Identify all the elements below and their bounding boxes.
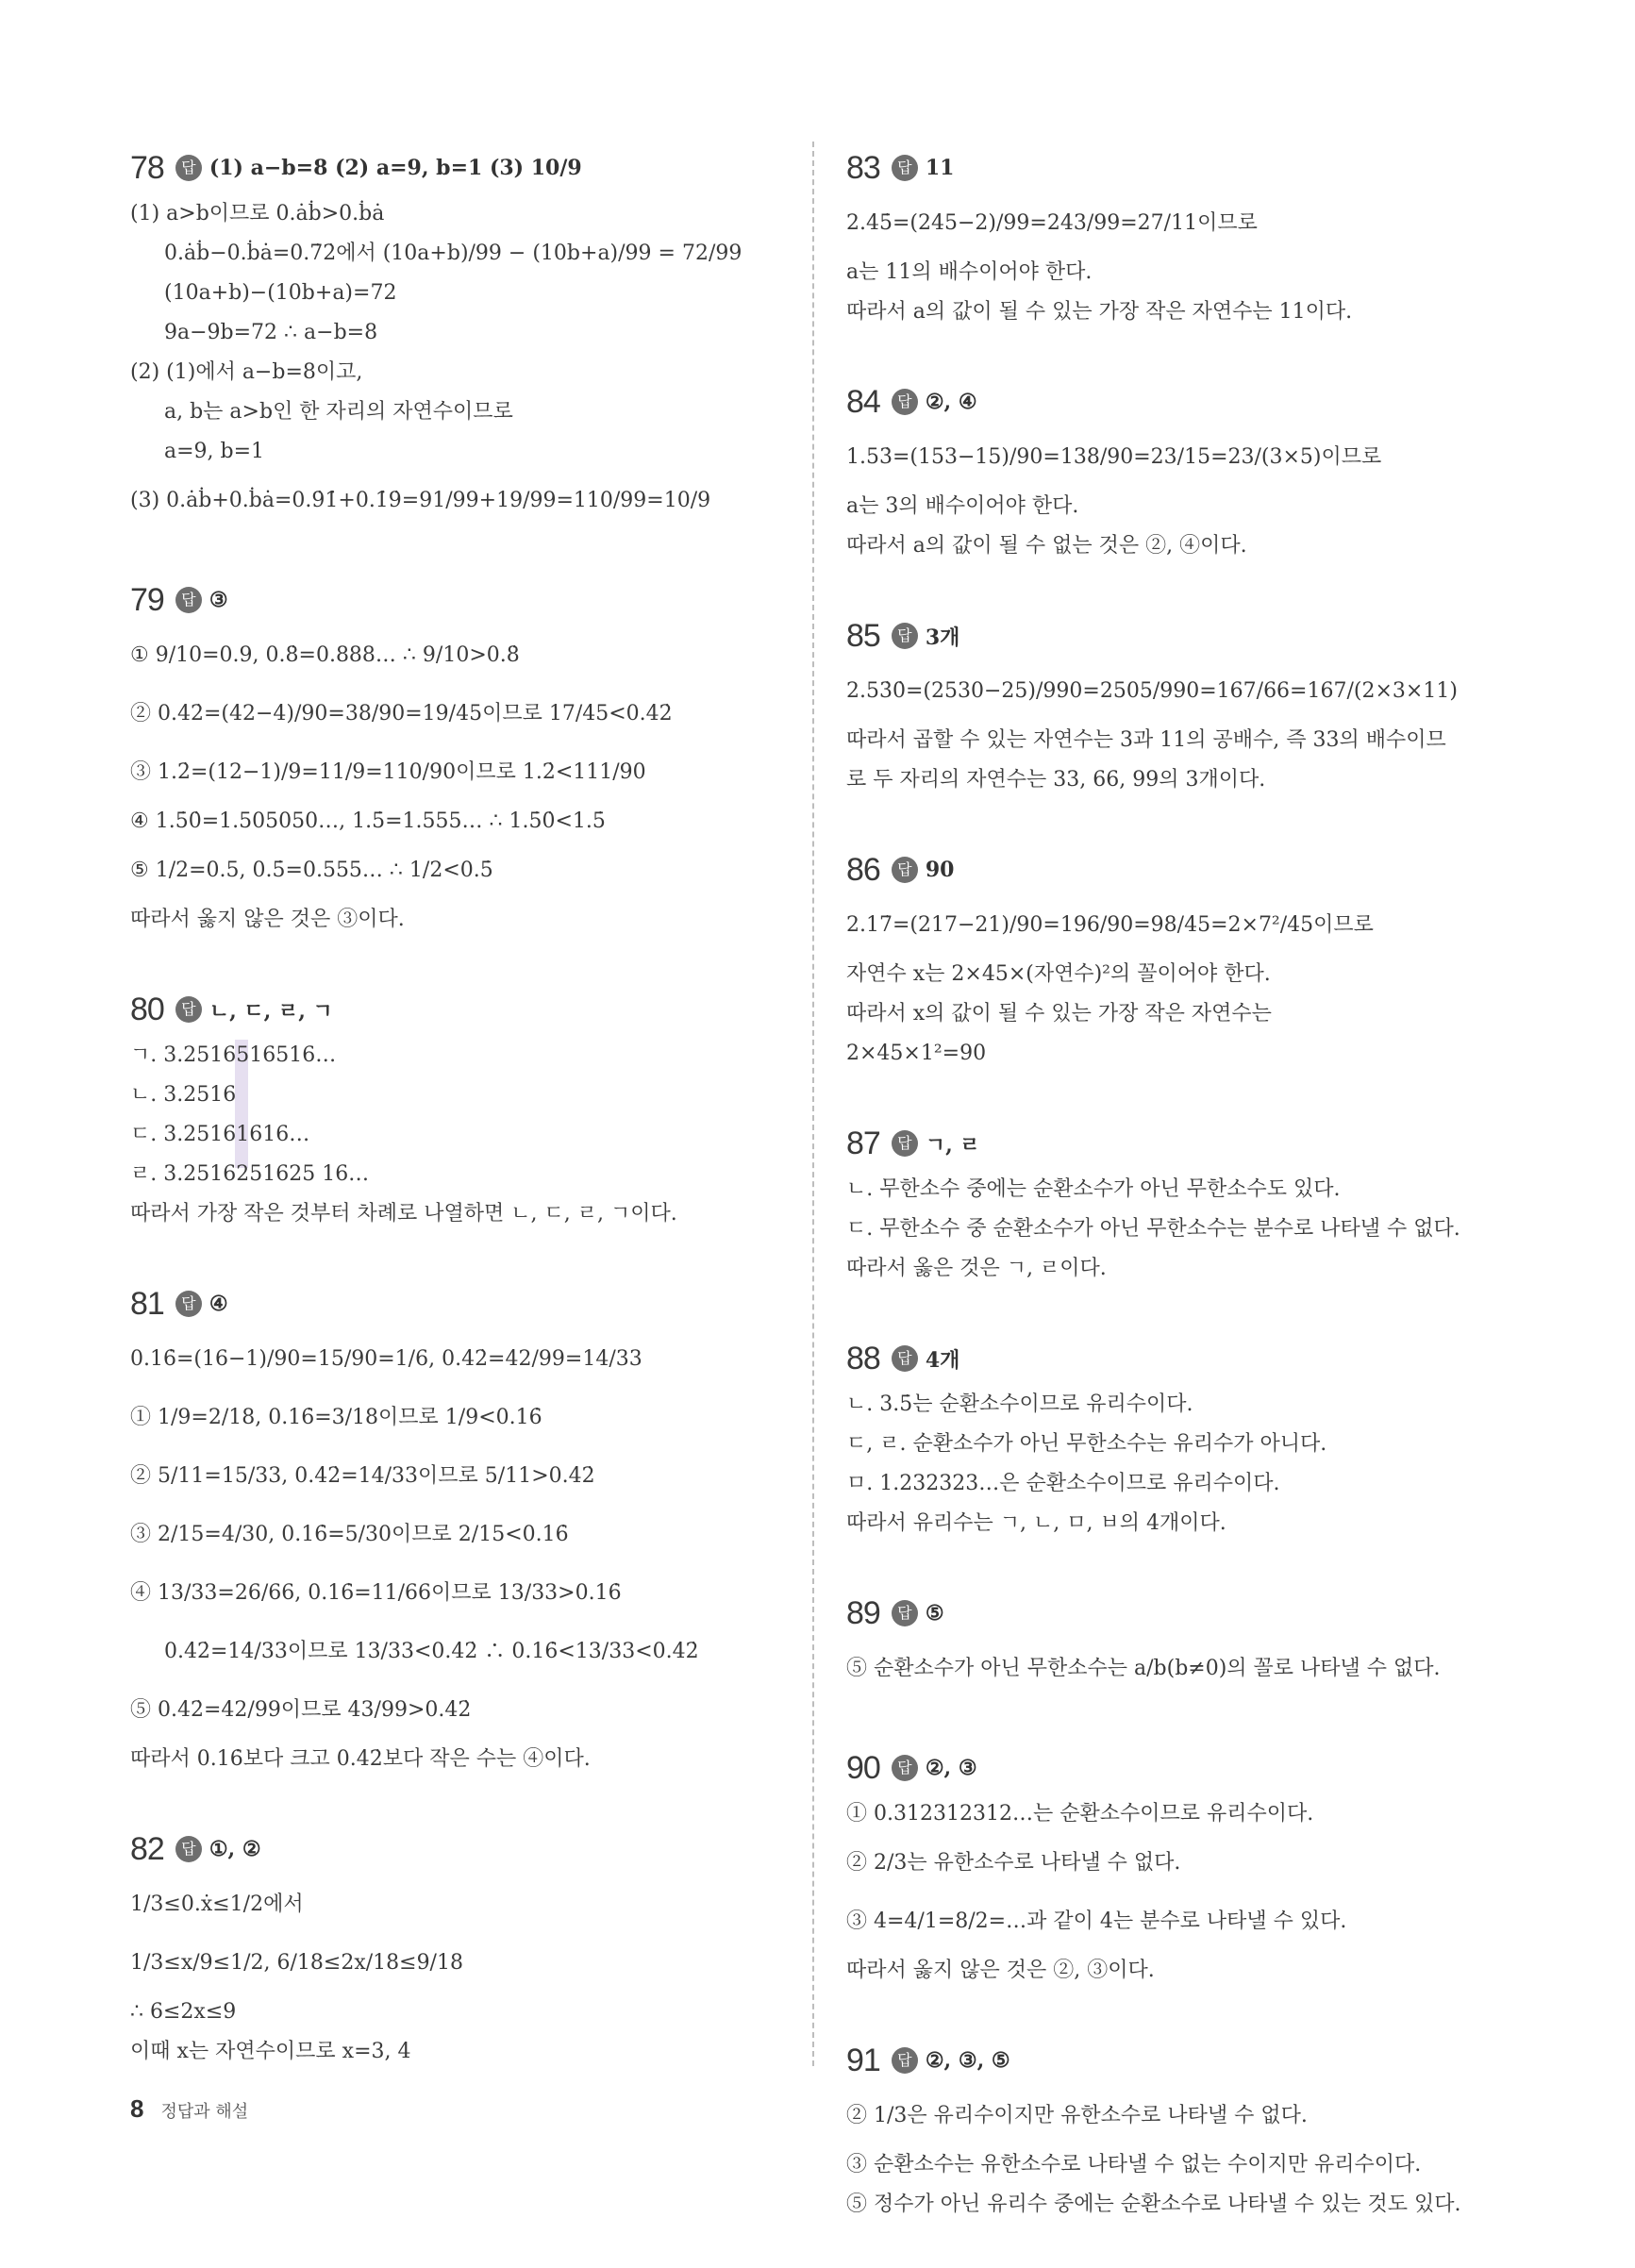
problem-header (846, 1332, 1582, 1385)
solution-line: 따라서 곱할 수 있는 자연수는 3과 11의 공배수, 즉 33의 배수이므 (846, 728, 1446, 752)
problem-header (130, 1277, 866, 1330)
problem-78 (130, 142, 866, 530)
solution-line: 따라서 0.16̇보다 크고 0.4̇2̇보다 작은 수는 ④이다. (130, 1747, 591, 1771)
solution-line: (2) (1)에서 a−b=8이고, (130, 360, 363, 384)
solution-line: ① 1/9=2/18, 0.16̇=3/18이므로 1/9<0.16̇ (130, 1406, 542, 1429)
solution-line: ③ 2/15=4/30, 0.16̇=5/30이므로 2/15<0.16̇ (130, 1523, 569, 1546)
solution-line: ㄴ. 3.2516 (130, 1083, 237, 1107)
solution-line: ③ 1.2̇=(12−1)/9=11/9=110/90이므로 1.2̇<111/90 (130, 760, 646, 784)
problem-header (130, 1823, 866, 1876)
solution-line: ㄱ. 3.2516516516… (130, 1043, 337, 1067)
solution-line: 0.16̇=(16−1)/90=15/90=1/6, 0.4̇2̇=42/99=14/33 (130, 1347, 642, 1371)
problem-number: 81 (130, 1285, 164, 1322)
answer-badge-icon: 답 (175, 155, 202, 181)
answer-text: ⑤ (925, 1601, 944, 1626)
solution-line: ④ 1.5̇0̇=1.505050…, 1.5̇=1.555… ∴ 1.5̇0̇<1.5̇ (130, 809, 606, 833)
solution-line: 2×45×1²=90 (846, 1042, 987, 1065)
answer-text: ①, ② (209, 1837, 261, 1861)
problem-number: 79 (130, 581, 164, 618)
answer-badge-icon: 답 (892, 857, 918, 883)
solution-line: ∴ 6≤2x≤9 (130, 2000, 237, 2024)
answer-text: 3개 (925, 625, 960, 650)
problem-79 (130, 574, 866, 940)
solution-line: 1/3≤0.ẋ≤1/2에서 (130, 1893, 304, 1916)
problem-number: 87 (846, 1125, 880, 1161)
solution-line: ③ 순환소수는 유한소수로 나타낼 수 없는 수이지만 유리수이다. (846, 2153, 1422, 2176)
problem-86 (846, 843, 1582, 1074)
solution-line: 따라서 옳지 않은 것은 ②, ③이다. (846, 1959, 1155, 1982)
answer-badge-icon: 답 (892, 155, 918, 181)
solution-line: 0.4̇2̇=14/33이므로 13/33<0.4̇2̇ ∴ 0.16̇<13/33<0.4̇2̇ (164, 1640, 699, 1663)
problem-82 (130, 1823, 866, 2072)
solution-line: ② 5/11=15/33, 0.4̇2̇=14/33이므로 5/11>0.4̇2̇ (130, 1464, 595, 1488)
solution-line: ② 1/3은 유리수이지만 유한소수로 나타낼 수 없다. (846, 2104, 1308, 2127)
solution-line: (3) 0.ȧḃ+0.ḃȧ=0.9̇1̇+0.1̇9̇=91/99+19/99=110/99=10/9 (130, 489, 711, 512)
solution-line: 따라서 옳은 것은 ㄱ, ㄹ이다. (846, 1257, 1107, 1280)
solution-line: 0.ȧḃ−0.ḃȧ=0.7̇2̇에서 (10a+b)/99 − (10b+a)/99 = 72/99 (164, 242, 742, 265)
answer-text: ③ (209, 588, 228, 612)
answer-badge-icon: 답 (175, 1291, 202, 1317)
problem-83 (846, 142, 1582, 332)
answer-badge-icon: 답 (892, 623, 918, 649)
problem-header (130, 142, 866, 194)
solution-line: (1) a>b이므로 0.ȧḃ>0.ḃȧ (130, 202, 385, 225)
solution-line: ⑤ 순환소수가 아닌 무한소수는 a/b(b≠0)의 꼴로 나타낼 수 없다. (846, 1657, 1441, 1680)
solution-line: 2.17̇=(217−21)/90=196/90=98/45=2×7²/45이므로 (846, 913, 1374, 937)
problem-84 (846, 375, 1582, 566)
problem-header (130, 574, 866, 626)
problem-90 (846, 1742, 1582, 1991)
solution-line: 9a−9b=72 ∴ a−b=8 (164, 321, 378, 344)
solution-line: a는 11의 배수이어야 한다. (846, 260, 1093, 284)
solution-line: (10a+b)−(10b+a)=72 (164, 281, 397, 305)
solution-line: ④ 13/33=26/66, 0.16̇=11/66이므로 13/33>0.16̇ (130, 1581, 622, 1605)
answer-text: ②, ③ (925, 1756, 977, 1780)
right-column (846, 142, 1582, 2268)
problem-number: 91 (846, 2042, 880, 2078)
page-footer (130, 2094, 248, 2124)
problem-header (846, 843, 1582, 896)
solution-line: ㄴ. 무한소수 중에는 순환소수가 아닌 무한소수도 있다. (846, 1177, 1341, 1201)
solution-line: ① 0.312312312…는 순환소수이므로 유리수이다. (846, 1802, 1314, 1826)
solution-line: 따라서 a의 값이 될 수 없는 것은 ②, ④이다. (846, 534, 1247, 558)
answer-text: 11 (925, 156, 955, 180)
solution-line: ⑤ 0.4̇2̇=42/99이므로 43/99>0.4̇2̇ (130, 1698, 472, 1722)
page-number: 8 (130, 2094, 144, 2123)
problem-number: 83 (846, 149, 880, 186)
answer-text: ②, ③, ⑤ (925, 2048, 1010, 2073)
problem-number: 90 (846, 1749, 880, 1786)
solution-line: ㄹ. 3.2516251625 16… (130, 1162, 370, 1186)
solution-line: 2.53̇0̇=(2530−25)/990=2505/990=167/66=167/(2×3×11) (846, 679, 1458, 703)
problem-header (846, 609, 1582, 662)
problem-number: 84 (846, 383, 880, 420)
solution-line: ㄷ, ㄹ. 순환소수가 아닌 무한소수는 유리수가 아니다. (846, 1432, 1327, 1456)
solution-line: ㄷ. 무한소수 중 순환소수가 아닌 무한소수는 분수로 나타낼 수 없다. (846, 1217, 1460, 1241)
solution-line: 이때 x는 자연수이므로 x=3, 4 (130, 2040, 411, 2063)
solution-line: 따라서 a의 값이 될 수 있는 가장 작은 자연수는 11이다. (846, 300, 1353, 324)
solution-line: ㅁ. 1.232323…은 순환소수이므로 유리수이다. (846, 1472, 1280, 1495)
answer-text: 4개 (925, 1347, 960, 1373)
left-column (130, 142, 866, 2115)
solution-line: 따라서 x의 값이 될 수 있는 가장 작은 자연수는 (846, 1002, 1272, 1026)
problem-85 (846, 609, 1582, 800)
solution-line: ③ 4=4/1=8/2=…과 같이 4는 분수로 나타낼 수 있다. (846, 1909, 1347, 1933)
answer-text: 90 (925, 858, 955, 882)
problem-80 (130, 983, 866, 1234)
solution-line: 2.4̇5̇=(245−2)/99=243/99=27/11이므로 (846, 211, 1258, 235)
problem-number: 82 (130, 1830, 164, 1867)
answer-text: ㄱ, ㄹ (925, 1132, 980, 1158)
column-divider (812, 142, 814, 2066)
footer-title: 정답과 해설 (160, 2102, 249, 2122)
solution-line: a, b는 a>b인 한 자리의 자연수이므로 (164, 400, 513, 424)
solution-line: ② 0.42̇=(42−4)/90=38/90=19/45이므로 17/45<0.42̇ (130, 702, 673, 725)
problem-number: 78 (130, 149, 164, 186)
problem-number: 85 (846, 617, 880, 654)
problem-header (846, 375, 1582, 428)
problem-number: 88 (846, 1340, 880, 1376)
problem-89 (846, 1587, 1582, 1698)
solution-line: 로 두 자리의 자연수는 33, 66, 99의 3개이다. (846, 768, 1266, 792)
solution-line: ⑤ 정수가 아닌 유리수 중에는 순환소수로 나타낼 수 있는 것도 있다. (846, 2193, 1461, 2216)
problem-header (130, 983, 866, 1036)
solution-line: a는 3의 배수이어야 한다. (846, 494, 1079, 518)
problem-number: 89 (846, 1594, 880, 1631)
answer-badge-icon: 답 (892, 2047, 918, 2074)
answer-badge-icon: 답 (892, 1755, 918, 1781)
solution-line: ① 9/10=0.9, 0.8̇=0.888… ∴ 9/10>0.8̇ (130, 643, 520, 667)
problem-header (846, 142, 1582, 194)
solution-line: 따라서 옳지 않은 것은 ③이다. (130, 908, 405, 931)
solution-line: 1/3≤x/9≤1/2, 6/18≤2x/18≤9/18 (130, 1951, 463, 1975)
answer-badge-icon: 답 (892, 389, 918, 415)
problem-88 (846, 1332, 1582, 1543)
problem-number: 80 (130, 991, 164, 1027)
problem-header (846, 2034, 1582, 2087)
answer-badge-icon: 답 (892, 1345, 918, 1372)
solution-line: 따라서 유리수는 ㄱ, ㄴ, ㅁ, ㅂ의 4개이다. (846, 1511, 1226, 1535)
solution-line: a=9, b=1 (164, 440, 265, 463)
answer-badge-icon: 답 (175, 996, 202, 1023)
answer-badge-icon: 답 (892, 1130, 918, 1157)
solution-line: 1.53̇=(153−15)/90=138/90=23/15=23/(3×5)이므로 (846, 445, 1382, 469)
solution-line: ㄷ. 3.25161616… (130, 1123, 310, 1146)
problem-81 (130, 1277, 866, 1779)
problem-header (846, 1587, 1582, 1640)
problem-91 (846, 2034, 1582, 2225)
solution-line: ㄴ. 3.5̇는 순환소수이므로 유리수이다. (846, 1392, 1193, 1416)
problem-header (846, 1117, 1582, 1170)
answer-badge-icon: 답 (175, 587, 202, 613)
answer-text: (1) a−b=8 (2) a=9, b=1 (3) 10/9 (209, 156, 582, 180)
problem-header (846, 1742, 1582, 1794)
solution-line: ⑤ 1/2=0.5, 0.5̇=0.555… ∴ 1/2<0.5̇ (130, 859, 493, 882)
answer-text: ㄴ, ㄷ, ㄹ, ㄱ (209, 998, 333, 1024)
problem-number: 86 (846, 851, 880, 888)
answer-text: ④ (209, 1292, 228, 1316)
answer-badge-icon: 답 (892, 1600, 918, 1626)
answer-text: ②, ④ (925, 390, 977, 414)
solution-line: 따라서 가장 작은 것부터 차례로 나열하면 ㄴ, ㄷ, ㄹ, ㄱ이다. (130, 1202, 677, 1226)
problem-87 (846, 1117, 1582, 1289)
solution-line: ② 2/3는 유한소수로 나타낼 수 없다. (846, 1851, 1181, 1875)
answer-badge-icon: 답 (175, 1836, 202, 1862)
solution-line: 자연수 x는 2×45×(자연수)²의 꼴이어야 한다. (846, 962, 1271, 986)
